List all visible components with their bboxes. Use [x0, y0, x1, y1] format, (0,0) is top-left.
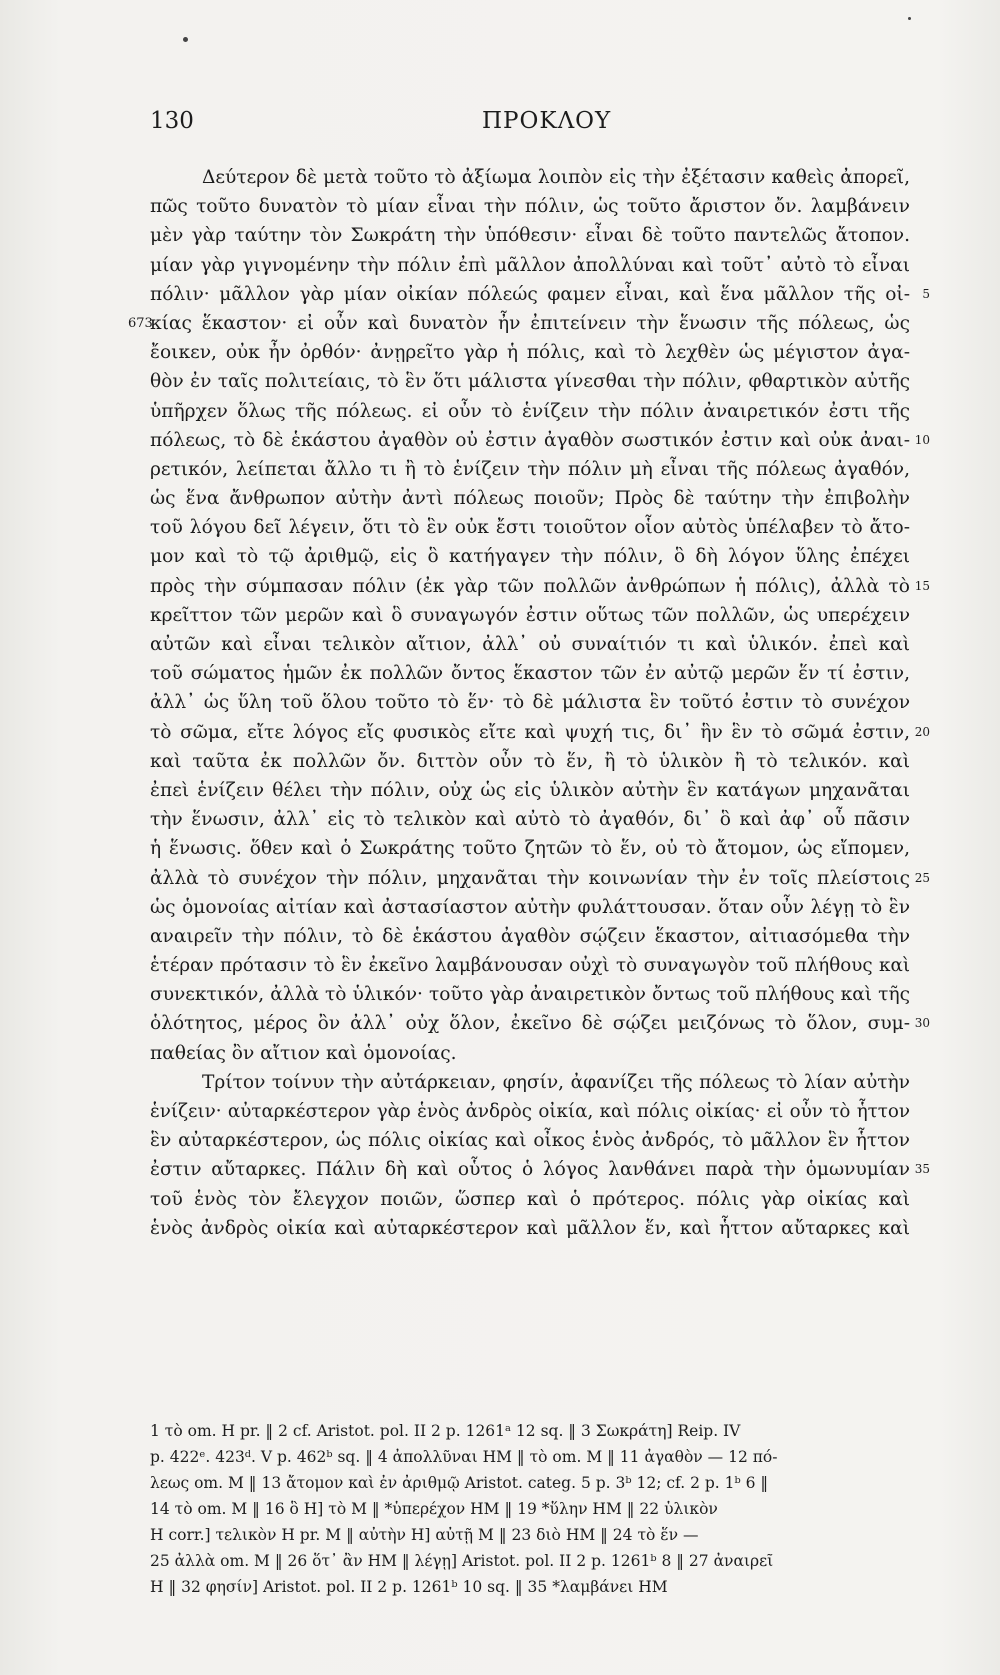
text-line-content: ἐπεὶ ἑνίζειν θέλει τὴν πόλιν, οὐχ ὡς εἰς ὑλικὸν αὐτὴν ἓν κατάγων μηχανᾶται — [150, 779, 910, 801]
text-line — [150, 251, 910, 280]
text-line — [150, 864, 930, 893]
text-line-content: αναιρεῖν τὴν πόλιν, τὸ δὲ ἑκάστου ἀγαθὸν σῴζειν ἕκαστον, αἰτιασόμεθα τὴν — [150, 925, 910, 947]
text-line — [150, 718, 930, 747]
text-line-content: τὴν ἕνωσιν, ἀλλ᾽ εἰς τὸ τελικὸν καὶ αὐτὸ τὸ ἀγαθόν, δι᾽ ὃ καὶ ἀφ᾽ οὗ πᾶσιν — [150, 809, 910, 831]
text-line-content: ὑπῆρχεν ὅλως τῆς πόλεως. εἰ οὖν τὸ ἑνίζειν τὴν πόλιν ἀναιρετικόν ἐστι τῆς — [150, 400, 910, 422]
text-line-content: ρετικόν, λείπεται ἄλλο τι ἢ τὸ ἑνίζειν τὴν πόλιν μὴ εἶναι τῆς πόλεως ἀγαθόν, — [150, 458, 910, 480]
footnote-line — [150, 1574, 910, 1600]
footnote-line — [150, 1470, 910, 1496]
footnote-line — [150, 1418, 910, 1444]
text-line — [150, 1068, 910, 1097]
text-line — [150, 338, 910, 367]
text-line-content: ἑνίζειν· αὐταρκέστερον γὰρ ἑνὸς ἀνδρὸς οἰκία, καὶ πόλις οἰκίας· εἰ οὖν τὸ ἧττον — [150, 1101, 910, 1122]
edition-page-marker: 673 — [128, 315, 153, 331]
footnote-text: 1 τὸ om. H pr. ‖ 2 cf. Aristot. pol. II 2 p. 1261ᵃ 12 sq. ‖ 3 Σωκράτη] Reip. IV — [150, 1422, 741, 1440]
text-line — [150, 601, 910, 630]
text-line-content: αὐτῶν καὶ εἶναι τελικὸν αἴτιον, ἀλλ᾽ οὐ συναίτιόν τι καὶ ὑλικόν. ἐπεὶ καὶ — [150, 634, 910, 655]
text-line-content: θὸν ἐν ταῖς πολιτείαις, τὸ ἓν ὅτι μάλιστα γίνεσθαι τὴν πόλιν, φθαρτικὸν αὐτῆς — [150, 371, 910, 393]
text-line-content: πόλεως, τὸ δὲ ἑκάστου ἀγαθὸν οὐ ἐστιν ἀγαθὸν σωστικόν ἐστιν καὶ οὐκ ἀναι- — [150, 429, 910, 451]
text-line-content: μίαν γὰρ γιγνομένην τὴν πόλιν ἐπὶ μᾶλλον ἀπολλύναι καὶ τοῦτ᾽ αὐτὸ τὸ εἶναι — [150, 254, 910, 276]
text-line — [150, 572, 930, 601]
line-number: 35 — [914, 1162, 930, 1177]
text-line-content: ὡς ὁμονοίας αἰτίαν καὶ ἀστασίαστον αὐτὴν φυλάττουσαν. ὅταν οὖν λέγῃ τὸ ἓν — [150, 896, 910, 918]
line-number: 30 — [914, 1016, 930, 1031]
text-line-content: ἑτέραν πρότασιν τὸ ἓν ἐκεῖνο λαμβάνουσαν οὐχὶ τὸ συναγωγὸν τοῦ πλήθους καὶ — [150, 955, 910, 977]
text-line-content: τοῦ σώματος ἡμῶν ἐκ πολλῶν ὄντος ἕκαστον τῶν ἐν αὐτῷ μερῶν ἕν τί ἐστιν, — [150, 663, 910, 685]
line-number: 25 — [914, 870, 930, 885]
text-line-content: ἀλλὰ τὸ συνέχον τὴν πόλιν, μηχανᾶται τὴν κοινωνίαν τὴν ἐν τοῖς πλείστοις — [150, 867, 910, 889]
text-line — [150, 192, 910, 221]
text-line-content: πρὸς τὴν σύμπασαν πόλιν (ἐκ γὰρ τῶν πολλῶν ἀνθρώπων ἡ πόλις), ἀλλὰ τὸ — [150, 575, 910, 597]
text-line — [150, 834, 910, 863]
text-line-content: ἡ ἕνωσις. ὅθεν καὶ ὁ Σωκράτης τοῦτο ζητῶν τὸ ἕν, οὐ τὸ ἄτομον, ὡς εἴπομεν, — [150, 838, 910, 860]
text-line-content: συνεκτικόν, ἀλλὰ τὸ ὑλικόν· τοῦτο γὰρ ἀναιρετικὸν ὄντως τοῦ πλήθους καὶ τῆς — [150, 984, 910, 1006]
text-line — [150, 776, 910, 805]
text-line — [150, 1009, 930, 1038]
footnote-text: 25 ἀλλὰ om. M ‖ 26 ὅτ᾽ ἂν HM ‖ λέγῃ] Aristot. pol. II 2 p. 1261ᵇ 8 ‖ 27 ἀναιρεῖ — [150, 1552, 774, 1570]
text-line — [150, 1185, 910, 1214]
page-header — [150, 108, 930, 138]
line-number: 5 — [922, 286, 930, 301]
text-line-content: Δεύτερον δὲ μετὰ τοῦτο τὸ ἀξίωμα λοιπὸν εἰς τὴν ἐξέτασιν καθεὶς ἀπορεῖ, — [202, 167, 910, 188]
text-line-content: καὶ ταῦτα ἐκ πολλῶν ὄν. διττὸν οὖν τὸ ἕν, ἢ τὸ ὑλικὸν ἢ τὸ τελικόν. καὶ — [150, 750, 910, 772]
text-line — [150, 951, 910, 980]
text-line-content: τὸ σῶμα, εἴτε λόγος εἴς φυσικὸς εἴτε καὶ ψυχή τις, δι᾽ ἣν ἓν τὸ σῶμά ἐστιν, — [150, 721, 910, 743]
ink-speck — [183, 37, 188, 42]
text-line-content: μὲν γὰρ ταύτην τὸν Σωκράτη τὴν ὑπόθεσιν· εἶναι δὲ τοῦτο παντελῶς ἄτοπον. — [150, 225, 910, 247]
footnote-text: 14 τὸ om. M ‖ 16 ὃ H] τὸ M ‖ *ὑπερέχον HM ‖ 19 *ὕλην HM ‖ 22 ὑλικὸν — [150, 1500, 718, 1518]
text-line — [150, 659, 910, 688]
text-line — [150, 922, 910, 951]
text-line-content: τοῦ λόγου δεῖ λέγειν, ὅτι τὸ ἓν οὐκ ἔστι τοιοῦτον οἷον αὐτὸς ὑπέλαβεν τὸ ἄτο- — [150, 517, 910, 539]
footnote-line — [150, 1522, 910, 1548]
text-line-content: μον καὶ τὸ τῷ ἀριθμῷ, εἰς ὃ κατήγαγεν τὴν πόλιν, ὃ δὴ λόγον ὕλης ἐπέχει — [150, 546, 910, 568]
text-line — [150, 163, 910, 192]
text-line — [150, 1039, 910, 1068]
text-line — [150, 484, 910, 513]
text-line — [150, 426, 930, 455]
text-line — [150, 221, 910, 250]
footnote-text: λεως om. M ‖ 13 ἄτομον καὶ ἐν ἀριθμῷ Aristot. categ. 5 p. 3ᵇ 12; cf. 2 p. 1ᵇ 6 ‖ — [150, 1474, 769, 1492]
line-number: 15 — [914, 578, 930, 593]
text-line-content: ἑνὸς ἀνδρὸς οἰκία καὶ αὐταρκέστερον καὶ μᾶλλον ἕν, καὶ ἧττον αὔταρκες καὶ — [150, 1217, 910, 1239]
text-line — [150, 805, 910, 834]
text-line-content: ὡς ἕνα ἄνθρωπον αὐτὴν ἀντὶ πόλεως ποιοῦν; Πρὸς δὲ ταύτην τὴν ἐπιβολὴν — [150, 488, 910, 510]
text-line — [150, 630, 910, 659]
text-line — [150, 513, 910, 542]
text-line-content: ἔοικεν, οὐκ ἦν ὀρθόν· ἀνῃρεῖτο γὰρ ἡ πόλις, καὶ τὸ λεχθὲν ὡς μέγιστον ἀγα- — [150, 342, 910, 364]
text-line — [150, 1097, 910, 1126]
text-line — [150, 980, 910, 1009]
footnote-line — [150, 1496, 910, 1522]
text-line — [150, 455, 910, 484]
text-line — [150, 688, 910, 717]
text-line — [150, 280, 930, 309]
line-number: 20 — [914, 724, 930, 739]
text-line-content: κρεῖττον τῶν μερῶν καὶ ὃ συναγωγόν ἐστιν οὕτως τῶν πολλῶν, ὡς υπερέχειν — [150, 604, 910, 626]
text-line-content: ὁλότητος, μέρος ὂν ἀλλ᾽ οὐχ ὅλον, ἐκεῖνο δὲ σῴζει μειζόνως τὸ ὅλον, συμ- — [150, 1013, 910, 1035]
text-line — [150, 397, 910, 426]
text-line-content: κίας ἕκαστον· εἰ οὖν καὶ δυνατὸν ἦν ἐπιτείνειν τὴν ἕνωσιν τῆς πόλεως, ὡς — [150, 312, 910, 334]
running-title: ΠΡΟΚΛΟΥ — [482, 108, 612, 134]
footnote-text: p. 422ᵉ. 423ᵈ. V p. 462ᵇ sq. ‖ 4 ἀπολλῦναι HM ‖ τὸ om. M ‖ 11 ἀγαθὸν — 12 πό- — [150, 1448, 778, 1466]
text-line-content: Τρίτον τοίνυν τὴν αὐτάρκειαν, φησίν, ἀφανίζει τῆς πόλεως τὸ λίαν αὐτὴν — [202, 1071, 910, 1093]
text-line-content: ἀλλ᾽ ὡς ὕλη τοῦ ὅλου τοῦτο τὸ ἕν· τὸ δὲ μάλιστα ἓν τοῦτό ἐστιν τὸ συνέχον — [150, 692, 910, 714]
line-number: 10 — [914, 432, 930, 447]
ink-speck — [908, 17, 911, 20]
text-line — [150, 542, 910, 571]
footnote-text: H ‖ 32 φησίν] Aristot. pol. II 2 p. 1261ᵇ 10 sq. ‖ 35 *λαμβάνει HM — [150, 1578, 668, 1596]
text-line-content: παθείας ὂν αἴτιον καὶ ὁμονοίας. — [150, 1042, 457, 1064]
text-line — [150, 893, 910, 922]
text-line — [128, 309, 910, 338]
text-line-content: πόλιν· μᾶλλον γὰρ μίαν οἰκίαν πόλεώς φαμεν εἶναι, καὶ ἕνα μᾶλλον τῆς οἰ- — [150, 283, 910, 305]
text-line-content: ἐστιν αὔταρκες. Πάλιν δὴ καὶ οὗτος ὁ λόγος λανθάνει παρὰ τὴν ὁμωνυμίαν — [150, 1159, 910, 1181]
text-line — [150, 367, 910, 396]
text-line — [150, 1214, 910, 1243]
footnote-text: H corr.] τελικὸν H pr. M ‖ αὐτὴν H] αὐτῇ M ‖ 23 διὸ HM ‖ 24 τὸ ἕν — — [150, 1526, 699, 1544]
text-line — [150, 1126, 910, 1155]
text-line-content: τοῦ ἑνὸς τὸν ἔλεγχον ποιῶν, ὥσπερ καὶ ὁ πρότερος. πόλις γὰρ οἰκίας καὶ — [150, 1188, 910, 1210]
critical-apparatus — [150, 1418, 910, 1600]
footnote-line — [150, 1444, 910, 1470]
text-line — [150, 747, 910, 776]
text-line-content: πῶς τοῦτο δυνατὸν τὸ μίαν εἶναι τὴν πόλιν, ὡς τοῦτο ἄριστον ὄν. λαμβάνειν — [150, 196, 910, 218]
main-text — [128, 163, 930, 1243]
text-line-content: ἓν αὐταρκέστερον, ὡς πόλις οἰκίας καὶ οἶκος ἑνὸς ἀνδρός, τὸ μᾶλλον ἓν ἧττον — [150, 1130, 910, 1152]
text-line — [150, 1155, 930, 1184]
footnote-line — [150, 1548, 910, 1574]
page-number: 130 — [150, 108, 194, 134]
